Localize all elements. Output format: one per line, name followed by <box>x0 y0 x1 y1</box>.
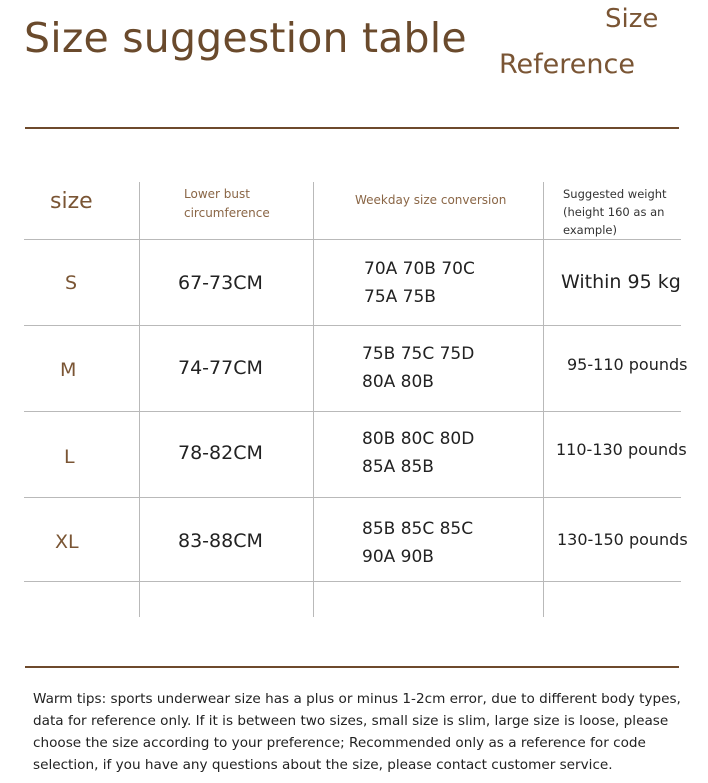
row-conversion-line2: 75A 75B <box>364 287 436 307</box>
table-hline <box>24 411 681 412</box>
row-weight: 110-130 pounds <box>556 440 687 459</box>
table-hline <box>24 497 681 498</box>
header-suggested-weight: Suggested weight (height 160 as an example) <box>563 187 667 237</box>
row-conversion-line2: 90A 90B <box>362 547 434 567</box>
row-weight: 95-110 pounds <box>567 355 688 374</box>
size-reference-label-line2: Reference <box>499 49 635 80</box>
row-weight: 130-150 pounds <box>557 530 688 549</box>
page-title: Size suggestion table <box>24 14 467 62</box>
table-vline <box>543 182 544 617</box>
row-conversion-line1: 80B 80C 80D <box>362 429 475 449</box>
row-conversion-line1: 70A 70B 70C <box>364 259 475 279</box>
top-divider <box>25 127 679 129</box>
row-bust: 78-82CM <box>178 442 263 464</box>
row-conversion-line2: 80A 80B <box>362 372 434 392</box>
bottom-divider <box>25 666 679 668</box>
row-bust: 67-73CM <box>178 272 263 294</box>
row-weight: Within 95 kg <box>561 271 681 293</box>
warm-tips: Warm tips: sports underwear size has a plus or minus 1-2cm error, due to different body types, data for reference only. If it is between two sizes, small size is slim, large size is loose, please choose the size according to your preference; Recommended only as a reference for code selection, if you have any questions about the size, please contact customer service. <box>33 691 681 773</box>
row-size: XL <box>55 531 79 553</box>
row-bust: 83-88CM <box>178 530 263 552</box>
header-lower-bust: Lower bust circumference <box>184 187 270 220</box>
table-hline <box>24 239 681 240</box>
row-conversion-line2: 85A 85B <box>362 457 434 477</box>
table-vline <box>313 182 314 617</box>
row-size: L <box>64 446 75 468</box>
header-size-conversion: Weekday size conversion <box>355 193 507 207</box>
table-hline <box>24 581 681 582</box>
size-reference-label-line1: Size <box>605 4 659 34</box>
row-conversion-line1: 85B 85C 85C <box>362 519 474 539</box>
row-size: S <box>65 272 78 294</box>
row-size: M <box>60 359 77 381</box>
table-hline <box>24 325 681 326</box>
table-vline <box>139 182 140 617</box>
row-conversion-line1: 75B 75C 75D <box>362 344 475 364</box>
row-bust: 74-77CM <box>178 357 263 379</box>
header-size: size <box>50 189 93 214</box>
